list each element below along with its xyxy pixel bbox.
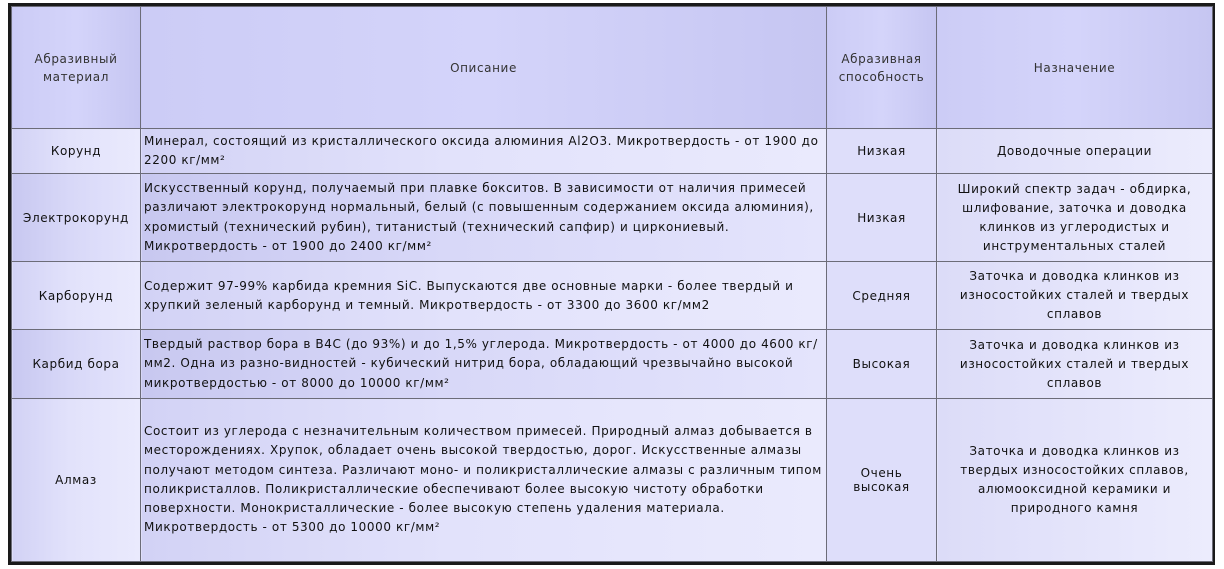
- table-row: [12, 174, 1213, 262]
- row-description: Содержит 97-99% карбида кремния SiC. Выпускаются две основные марки - более твердый и хрупкий зеленый карборунд и темный. Микротвердость - от 3300 до 3600 кг/мм2: [141, 262, 827, 330]
- header-purpose: Назначение: [937, 7, 1213, 129]
- row-material: Электрокорунд: [12, 174, 141, 262]
- row-ability: Низкая: [827, 129, 937, 174]
- row-material: Алмаз: [12, 398, 141, 561]
- header-description: Описание: [141, 7, 827, 129]
- row-purpose: Широкий спектр задач - обдирка, шлифование, заточка и доводка клинков из углеродистых и инструментальных сталей: [937, 174, 1213, 262]
- row-description: Состоит из углерода с незначительным количеством примесей. Природный алмаз добывается в месторождениях. Хрупок, обладает очень высокой твердостью, дорог. Искусственные алмазы получают методом синтеза. Различают моно- и поликристаллические алмазы с различным типом поликристаллов. Поликристаллические обеспечивают более высокую чистоту обработки поверхности. Монокристаллические - более высокую степень удаления материала. Микротвердость - от 5300 до 10000 кг/мм²: [141, 398, 827, 561]
- row-ability: Высокая: [827, 330, 937, 398]
- table-header-row: [12, 7, 1213, 129]
- header-material: Абразивный материал: [12, 7, 141, 129]
- abrasives-table-frame: [8, 3, 1215, 565]
- row-ability: Очень высокая: [827, 398, 937, 561]
- row-ability: Средняя: [827, 262, 937, 330]
- row-purpose: Заточка и доводка клинков из износостойких сталей и твердых сплавов: [937, 330, 1213, 398]
- row-description: Минерал, состоящий из кристаллического оксида алюминия Al2O3. Микротвердость - от 1900 до 2200 кг/мм²: [141, 129, 827, 174]
- row-material: Карбид бора: [12, 330, 141, 398]
- table-row: [12, 129, 1213, 174]
- row-purpose: Заточка и доводка клинков из износостойких сталей и твердых сплавов: [937, 262, 1213, 330]
- row-material: Карборунд: [12, 262, 141, 330]
- header-ability: Абразивная способность: [827, 7, 937, 129]
- table-row: [12, 262, 1213, 330]
- row-purpose: Заточка и доводка клинков из твердых износостойких сплавов, алюмооксидной керамики и природного камня: [937, 398, 1213, 561]
- abrasives-table: [11, 6, 1213, 562]
- row-material: Корунд: [12, 129, 141, 174]
- table-row: [12, 398, 1213, 561]
- row-purpose: Доводочные операции: [937, 129, 1213, 174]
- row-description: Искусственный корунд, получаемый при плавке бокситов. В зависимости от наличия примесей различают электрокорунд нормальный, белый (с повышенным содержанием оксида алюминия), хромистый (технический рубин), титанистый (технический сапфир) и циркониевый. Микротвердость - от 1900 до 2400 кг/мм²: [141, 174, 827, 262]
- row-description: Твердый раствор бора в B4C (до 93%) и до 1,5% углерода. Микротвердость - от 4000 до 4600 кг/мм2. Одна из разно-видностей - кубический нитрид бора, обладающий чрезвычайно высокой микротвердостью - от 8000 до 10000 кг/мм²: [141, 330, 827, 398]
- table-row: [12, 330, 1213, 398]
- row-ability: Низкая: [827, 174, 937, 262]
